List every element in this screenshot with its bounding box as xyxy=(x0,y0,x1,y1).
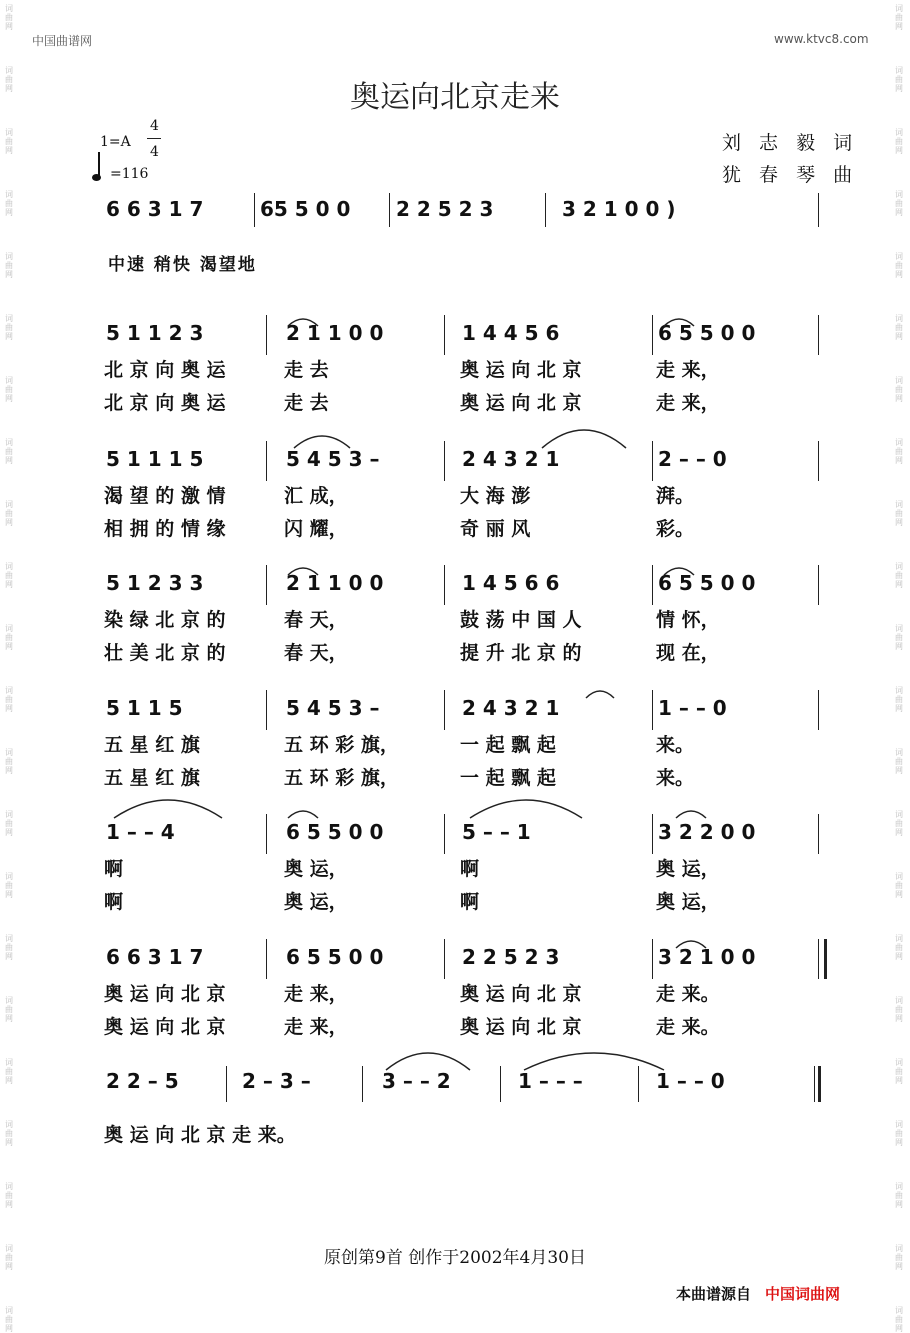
system-6-measure-3-lyric2: 奥 运 向 北 京 xyxy=(460,1016,582,1038)
system-6-measure-1-lyric1: 奥 运 向 北 京 xyxy=(104,983,226,1005)
watermark-text: 词 曲 网 xyxy=(5,934,13,961)
system-5-measure-2-notes: 6 5 5 0 0 xyxy=(286,820,384,844)
composer-credit: 犹 春 琴 曲 xyxy=(722,164,859,186)
source-line xyxy=(676,1283,840,1304)
watermark-text: 词 曲 网 xyxy=(895,66,903,93)
system-5-measure-1-lyric1: 啊 xyxy=(104,858,124,880)
coda-lyric: 奥 运 向 北 京 走 来。 xyxy=(104,1124,296,1146)
watermark-text: 词 曲 网 xyxy=(5,748,13,775)
system-5-measure-2-lyric1: 奥 运， xyxy=(284,858,348,880)
system-2-measure-1-lyric2: 相 拥 的 情 缘 xyxy=(104,518,226,540)
system-5-measure-3-notes: 5 – – 1 xyxy=(462,820,531,844)
watermark-text: 词 曲 网 xyxy=(895,996,903,1023)
system-1-measure-1-notes: 5 1 1 2 3 xyxy=(106,321,204,345)
system-3-measure-3-lyric1: 鼓 荡 中 国 人 xyxy=(460,609,582,631)
system-4-measure-2-lyric1: 五 环 彩 旗， xyxy=(284,734,399,756)
system-6-measure-4-lyric2: 走 来。 xyxy=(656,1016,720,1038)
watermark-text: 词 曲 网 xyxy=(895,686,903,713)
system-2-measure-3-notes: 2 4 3 2 1 xyxy=(462,447,560,471)
system-3-measure-2-lyric2: 春 天， xyxy=(284,642,348,664)
system-1-measure-4-notes: 6 5 5 0 0 xyxy=(658,321,756,345)
system-6-measure-2-lyric1: 走 来， xyxy=(284,983,348,1005)
watermark-text: 词 曲 网 xyxy=(5,810,13,837)
source-brand-link[interactable]: 中国词曲网 xyxy=(765,1285,841,1303)
system-2-measure-3-lyric2: 奇 丽 风 xyxy=(460,518,531,540)
system-5-measure-2-lyric2: 奥 运， xyxy=(284,891,348,913)
watermark-text: 词 曲 网 xyxy=(895,190,903,217)
system-4-measure-2-notes: 5 4 5 3 – xyxy=(286,696,380,720)
system-5-measure-1-notes: 1 – – 4 xyxy=(106,820,175,844)
system-1-measure-1-lyric2: 北 京 向 奥 运 xyxy=(104,392,226,414)
system-1-measure-4-lyric2: 走 来， xyxy=(656,392,720,414)
time-sig-top: 4 xyxy=(150,118,159,134)
system-5-measure-3-lyric1: 啊 xyxy=(460,858,480,880)
system-3-measure-2-lyric1: 春 天， xyxy=(284,609,348,631)
watermark-text: 词 曲 网 xyxy=(895,438,903,465)
system-1-measure-2-notes: 2 1 1 0 0 xyxy=(286,321,384,345)
watermark-text: 词 曲 网 xyxy=(5,1058,13,1085)
intro-measure-2: 65 5 0 0 xyxy=(260,197,351,221)
watermark-text: 词 曲 网 xyxy=(5,500,13,527)
system-4-measure-1-notes: 5 1 1 5 xyxy=(106,696,183,720)
system-3-measure-3-notes: 1 4 5 6 6 xyxy=(462,571,560,595)
watermark-text: 词 曲 网 xyxy=(895,1182,903,1209)
watermark-text: 词 曲 网 xyxy=(5,314,13,341)
watermark-text: 词 曲 网 xyxy=(5,686,13,713)
watermark-text: 词 曲 网 xyxy=(895,872,903,899)
system-1-measure-3-lyric2: 奥 运 向 北 京 xyxy=(460,392,582,414)
system-4-measure-1-lyric2: 五 星 红 旗 xyxy=(104,767,200,789)
system-3-measure-4-lyric2: 现 在， xyxy=(656,642,720,664)
watermark-text: 词 曲 网 xyxy=(5,1306,13,1333)
expression-marking: 中速 稍快 渴望地 xyxy=(108,255,257,275)
system-2-measure-4-notes: 2 – – 0 xyxy=(658,447,727,471)
watermark-text: 词 曲 网 xyxy=(5,1182,13,1209)
intro-measure-4: 3 2 1 0 0 ) xyxy=(562,197,676,221)
watermark-text: 词 曲 网 xyxy=(5,996,13,1023)
system-1-measure-3-notes: 1 4 4 5 6 xyxy=(462,321,560,345)
watermark-text: 词 曲 网 xyxy=(895,4,903,31)
system-1-measure-2-lyric2: 走 去 xyxy=(284,392,329,414)
song-title: 奥运向北京走来 xyxy=(350,80,560,115)
system-6-measure-3-lyric1: 奥 运 向 北 京 xyxy=(460,983,582,1005)
system-3-measure-3-lyric2: 提 升 北 京 的 xyxy=(460,642,582,664)
system-3-measure-1-lyric1: 染 绿 北 京 的 xyxy=(104,609,226,631)
system-2-measure-1-notes: 5 1 1 1 5 xyxy=(106,447,204,471)
watermark-text: 词 曲 网 xyxy=(895,624,903,651)
watermark-text: 词 曲 网 xyxy=(895,128,903,155)
watermark-text: 词 曲 网 xyxy=(5,872,13,899)
system-2-measure-4-lyric1: 湃。 xyxy=(656,485,695,507)
watermark-text: 词 曲 网 xyxy=(895,252,903,279)
system-1-measure-4-lyric1: 走 来， xyxy=(656,359,720,381)
coda-measure-5: 1 – – 0 xyxy=(656,1069,725,1093)
site-name-left[interactable]: 中国曲谱网 xyxy=(32,34,93,48)
system-5-measure-4-lyric1: 奥 运， xyxy=(656,858,720,880)
footer-note: 原创第9首 创作于2002年4月30日 xyxy=(324,1248,586,1268)
watermark-text: 词 曲 网 xyxy=(5,128,13,155)
system-4-measure-3-notes: 2 4 3 2 1 xyxy=(462,696,560,720)
watermark-text: 词 曲 网 xyxy=(895,562,903,589)
watermark-text: 词 曲 网 xyxy=(895,748,903,775)
site-url-right[interactable]: www.ktvc8.com xyxy=(774,32,869,46)
tempo-marking: =116 xyxy=(110,166,149,182)
system-1-measure-2-lyric1: 走 去 xyxy=(284,359,329,381)
system-5-measure-4-notes: 3 2 2 0 0 xyxy=(658,820,756,844)
system-4-measure-2-lyric2: 五 环 彩 旗， xyxy=(284,767,399,789)
watermark-text: 词 曲 网 xyxy=(895,1306,903,1333)
intro-measure-1: 6 6 3 1 7 xyxy=(106,197,204,221)
system-4-measure-1-lyric1: 五 星 红 旗 xyxy=(104,734,200,756)
system-6-measure-4-lyric1: 走 来。 xyxy=(656,983,720,1005)
system-6-measure-1-notes: 6 6 3 1 7 xyxy=(106,945,204,969)
system-6-measure-3-notes: 2 2 5 2 3 xyxy=(462,945,560,969)
watermark-text: 词 曲 网 xyxy=(5,4,13,31)
watermark-text: 词 曲 网 xyxy=(895,500,903,527)
watermark-text: 词 曲 网 xyxy=(5,438,13,465)
system-2-measure-2-lyric2: 闪 耀， xyxy=(284,518,348,540)
system-6-measure-1-lyric2: 奥 运 向 北 京 xyxy=(104,1016,226,1038)
system-4-measure-3-lyric2: 一 起 飘 起 xyxy=(460,767,556,789)
system-2-measure-1-lyric1: 渴 望 的 激 情 xyxy=(104,485,226,507)
coda-measure-3: 3 – – 2 xyxy=(382,1069,451,1093)
watermark-text: 词 曲 网 xyxy=(895,934,903,961)
system-1-measure-1-lyric1: 北 京 向 奥 运 xyxy=(104,359,226,381)
coda-measure-2: 2 – 3 – xyxy=(242,1069,311,1093)
time-sig-bottom: 4 xyxy=(150,144,159,160)
watermark-text: 词 曲 网 xyxy=(895,810,903,837)
watermark-text: 词 曲 网 xyxy=(5,1244,13,1271)
system-5-measure-1-lyric2: 啊 xyxy=(104,891,124,913)
system-3-measure-1-lyric2: 壮 美 北 京 的 xyxy=(104,642,226,664)
watermark-text: 词 曲 网 xyxy=(895,1058,903,1085)
system-1-measure-3-lyric1: 奥 运 向 北 京 xyxy=(460,359,582,381)
system-3-measure-4-lyric1: 情 怀， xyxy=(656,609,720,631)
system-3-measure-2-notes: 2 1 1 0 0 xyxy=(286,571,384,595)
system-6-measure-4-notes: 3 2 1 0 0 xyxy=(658,945,756,969)
lyricist-credit: 刘 志 毅 词 xyxy=(722,132,859,154)
watermark-text: 词 曲 网 xyxy=(5,562,13,589)
system-4-measure-4-lyric1: 来。 xyxy=(656,734,695,756)
intro-measure-3: 2 2 5 2 3 xyxy=(396,197,494,221)
system-2-measure-3-lyric1: 大 海 澎 xyxy=(460,485,531,507)
system-4-measure-3-lyric1: 一 起 飘 起 xyxy=(460,734,556,756)
system-4-measure-4-lyric2: 来。 xyxy=(656,767,695,789)
watermark-text: 词 曲 网 xyxy=(895,376,903,403)
coda-measure-1: 2 2 – 5 xyxy=(106,1069,179,1093)
watermark-text: 词 曲 网 xyxy=(895,1120,903,1147)
watermark-text: 词 曲 网 xyxy=(5,624,13,651)
system-2-measure-4-lyric2: 彩。 xyxy=(656,518,695,540)
system-3-measure-1-notes: 5 1 2 3 3 xyxy=(106,571,204,595)
watermark-text: 词 曲 网 xyxy=(5,66,13,93)
watermark-text: 词 曲 网 xyxy=(895,1244,903,1271)
system-2-measure-2-lyric1: 汇 成， xyxy=(284,485,348,507)
system-6-measure-2-notes: 6 5 5 0 0 xyxy=(286,945,384,969)
system-5-measure-3-lyric2: 啊 xyxy=(460,891,480,913)
watermark-text: 词 曲 网 xyxy=(5,1120,13,1147)
system-3-measure-4-notes: 6 5 5 0 0 xyxy=(658,571,756,595)
watermark-text: 词 曲 网 xyxy=(5,252,13,279)
watermark-text: 词 曲 网 xyxy=(5,190,13,217)
system-2-measure-2-notes: 5 4 5 3 – xyxy=(286,447,380,471)
watermark-text: 词 曲 网 xyxy=(895,314,903,341)
key-signature: 1=A xyxy=(100,134,131,150)
watermark-text: 词 曲 网 xyxy=(5,376,13,403)
system-5-measure-4-lyric2: 奥 运， xyxy=(656,891,720,913)
coda-measure-4: 1 – – – xyxy=(518,1069,583,1093)
system-6-measure-2-lyric2: 走 来， xyxy=(284,1016,348,1038)
system-4-measure-4-notes: 1 – – 0 xyxy=(658,696,727,720)
source-label: 本曲谱源自 xyxy=(676,1285,752,1303)
